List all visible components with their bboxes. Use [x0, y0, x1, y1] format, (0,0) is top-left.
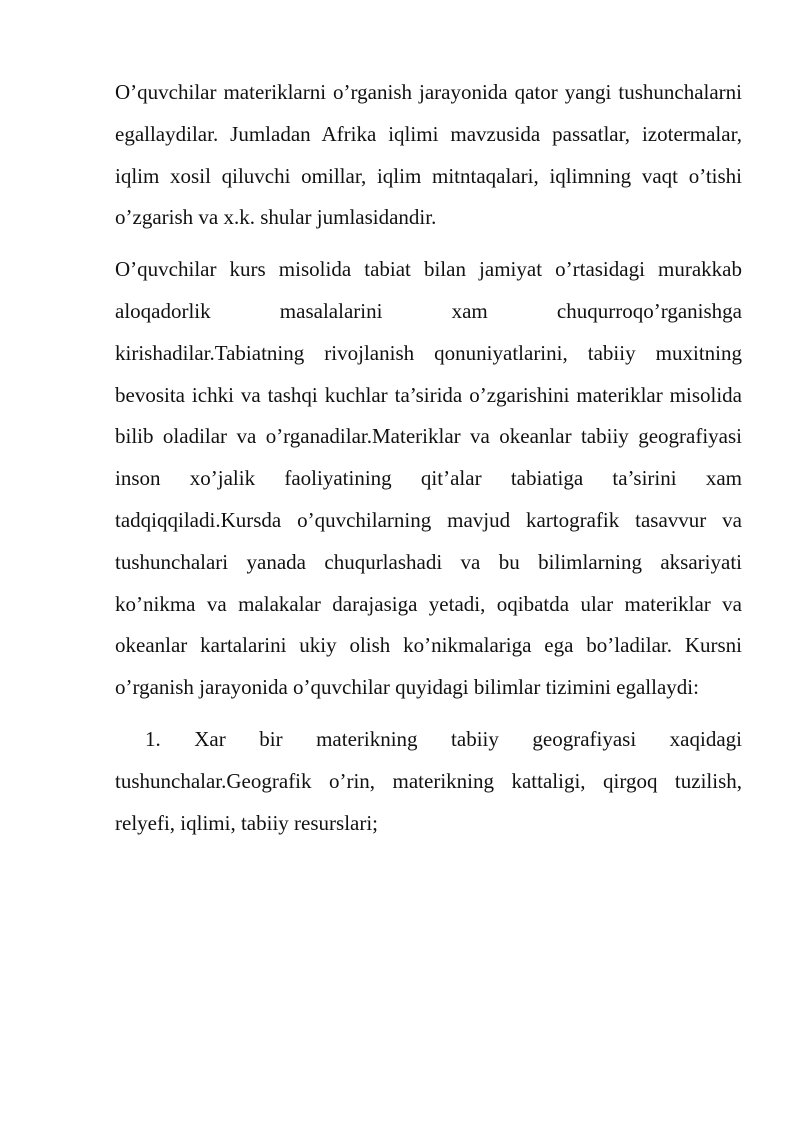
- paragraph-2: O’quvchilar kurs misolida tabiat bilan jamiyat o’rtasidagi murakkab aloqadorlik masalalarini xam chuqurroqo’rganishga kirishadilar.Tabiatning rivojlanish qonuniyatlarini, tabiiy muxitning bevosita ichki va tashqi kuchlar ta’sirida o’zgarishini materiklar misolida bilib oladilar va o’rganadilar.Materiklar va okeanlar tabiiy geografiyasi inson xo’jalik faoliyatining qit’alar tabiatiga ta’sirini xam tadqiqqiladi.Kursda o’quvchilarning mavjud kartografik tasavvur va tushunchalari yanada chuqurlashadi va bu bilimlarning aksariyati ko’nikma va malakalar darajasiga yetadi, oqibatda ular materiklar va okeanlar kartalarini ukiy olish ko’nikmalariga ega bo’ladilar. Kursni o’rganish jarayonida o’quvchilar quyidagi bilimlar tizimini egallaydi:: [115, 257, 742, 700]
- list-item-text: Xar bir materikning tabiiy geografiyasi xaqidagi tushunchalar.Geografik o’rin, materikning kattaligi, qirgoq tuzilish, relyefi, iqlimi, tabiiy resurslari;: [115, 726, 742, 835]
- document-page: [115, 72, 742, 844]
- paragraph-1: O’quvchilar materiklarni o’rganish jarayonida qator yangi tushunchalarni egallaydilar. Jumladan Afrika iqlimi mavzusida passatlar, izotermalar, iqlim xosil qiluvchi omillar, iqlim mitntaqalari, iqlimning vaqt o’tishi o’zgarish va x.k. shular jumlasidandir.: [115, 80, 742, 230]
- list-item-number: 1.: [145, 726, 161, 751]
- numbered-list-item-1: [115, 719, 742, 844]
